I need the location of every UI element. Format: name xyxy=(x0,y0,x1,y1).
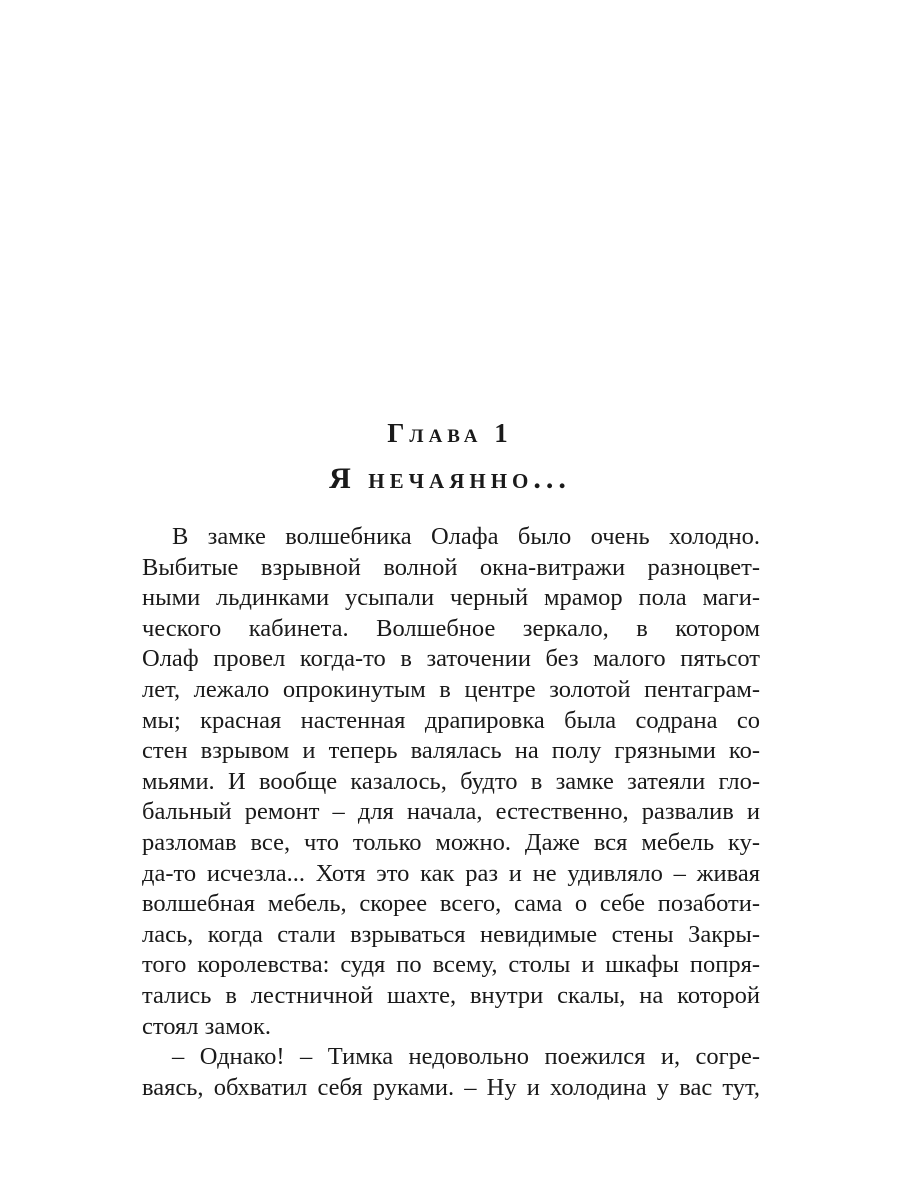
text-line-paragraph-start: – Однако! – Тимка недовольно поежился и, согре- xyxy=(172,1043,760,1071)
text-line: тались в лестничной шахте, внутри скалы, на которой xyxy=(142,981,760,1009)
text-line-paragraph-start: В замке волшебника Олафа было очень холодно. xyxy=(172,523,760,550)
text-line: ваясь, обхватил себя руками. – Ну и холодина у вас тут, xyxy=(142,1073,760,1101)
chapter-title: Я нечаянно... xyxy=(329,462,571,495)
text-line: стен взрывом и теперь валялась на полу грязными ко- xyxy=(142,737,760,765)
text-line: волшебная мебель, скорее всего, сама о себе позаботи- xyxy=(142,890,760,918)
text-line: мьями. И вообще казалось, будто в замке затеяли гло- xyxy=(142,767,760,795)
chapter-body-text xyxy=(142,522,760,1103)
text-line: ческого кабинета. Волшебное зеркало, в котором xyxy=(142,614,760,642)
text-line: ными льдинками усыпали черный мрамор пола маги- xyxy=(142,584,760,612)
text-line: Олаф провел когда-то в заточении без малого пятьсот xyxy=(142,645,760,673)
text-line: того королевства: судя по всему, столы и шкафы попря- xyxy=(142,951,760,979)
text-line-paragraph-end: стоял замок. xyxy=(142,1012,271,1040)
text-line: Выбитые взрывной волной окна-витражи разноцвет- xyxy=(142,553,760,581)
chapter-number-heading: Глава 1 xyxy=(387,418,513,448)
text-line: лась, когда стали взрываться невидимые стены Закры- xyxy=(142,920,760,948)
text-line: да-то исчезла... Хотя это как раз и не удивляло – живая xyxy=(142,859,760,887)
text-line: бальный ремонт – для начала, естественно, развалив и xyxy=(142,798,760,826)
text-line: мы; красная настенная драпировка была содрана со xyxy=(142,706,760,734)
text-line: разломав все, что только можно. Даже вся мебель ку- xyxy=(142,828,760,856)
text-line: лет, лежало опрокинутым в центре золотой пентаграм- xyxy=(142,675,760,703)
